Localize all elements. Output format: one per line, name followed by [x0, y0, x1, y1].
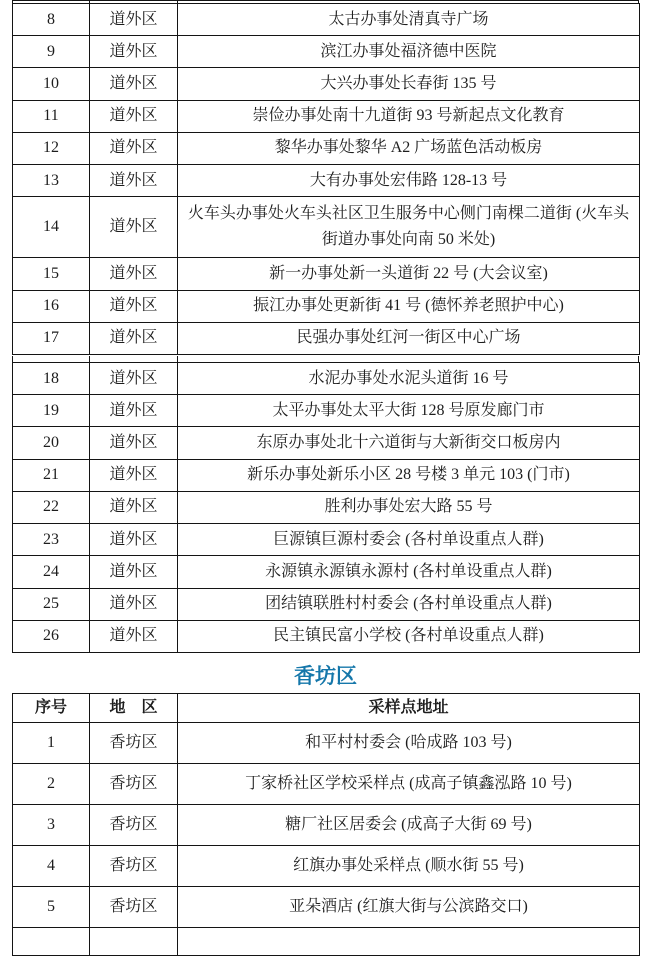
table-row [13, 36, 640, 68]
address-cell: 滨江办事处福济德中医院 [178, 36, 640, 68]
district-cell: 道外区 [90, 459, 178, 491]
district-cell [90, 927, 178, 955]
table-row [13, 68, 640, 100]
address-cell: 亚朵酒店 (红旗大街与公滨路交口) [178, 886, 640, 927]
table-row [13, 427, 640, 459]
table-row [13, 491, 640, 523]
daowai-table-segment-b [12, 362, 640, 653]
address-cell [178, 927, 640, 955]
header-no: 序号 [13, 694, 90, 723]
district-cell: 道外区 [90, 290, 178, 322]
row-number-cell: 13 [13, 165, 90, 197]
row-number-cell: 24 [13, 556, 90, 588]
row-number-cell [13, 927, 90, 955]
address-cell: 大有办事处宏伟路 128-13 号 [178, 165, 640, 197]
district-cell: 香坊区 [90, 723, 178, 764]
district-cell: 道外区 [90, 491, 178, 523]
row-number-cell: 3 [13, 804, 90, 845]
table-row [13, 588, 640, 620]
row-number-cell: 10 [13, 68, 90, 100]
address-cell: 太平办事处太平大街 128 号原发廊门市 [178, 395, 640, 427]
district-cell: 道外区 [90, 100, 178, 132]
row-number-cell: 11 [13, 100, 90, 132]
row-number-cell: 4 [13, 845, 90, 886]
row-number-cell: 5 [13, 886, 90, 927]
district-cell: 道外区 [90, 363, 178, 395]
district-cell: 道外区 [90, 588, 178, 620]
district-cell: 道外区 [90, 524, 178, 556]
row-number-cell: 17 [13, 322, 90, 354]
district-cell: 道外区 [90, 197, 178, 258]
row-number-cell: 21 [13, 459, 90, 491]
table-row [13, 100, 640, 132]
address-cell: 巨源镇巨源村委会 (各村单设重点人群) [178, 524, 640, 556]
address-cell: 振江办事处更新街 41 号 (德怀养老照护中心) [178, 290, 640, 322]
table-row [13, 322, 640, 354]
address-cell: 火车头办事处火车头社区卫生服务中心侧门南棵二道街 (火车头街道办事处向南 50 米处) [178, 197, 640, 258]
address-cell: 红旗办事处采样点 (顺水街 55 号) [178, 845, 640, 886]
table-row [13, 723, 640, 764]
table-row [13, 886, 640, 927]
row-number-cell: 19 [13, 395, 90, 427]
district-cell: 香坊区 [90, 763, 178, 804]
address-cell: 永源镇永源镇永源村 (各村单设重点人群) [178, 556, 640, 588]
header-district: 地 区 [90, 694, 178, 723]
district-cell: 道外区 [90, 427, 178, 459]
row-number-cell: 2 [13, 763, 90, 804]
address-cell: 和平村村委会 (哈成路 103 号) [178, 723, 640, 764]
table-row [13, 845, 640, 886]
table-row [13, 290, 640, 322]
table-row [13, 556, 640, 588]
xiangfang-table [12, 693, 640, 956]
row-number-cell: 16 [13, 290, 90, 322]
row-number-cell: 12 [13, 132, 90, 164]
address-cell: 丁家桥社区学校采样点 (成高子镇鑫泓路 10 号) [178, 763, 640, 804]
table-row [13, 258, 640, 290]
partial-row-clipped [13, 927, 640, 955]
row-number-cell: 1 [13, 723, 90, 764]
row-number-cell: 20 [13, 427, 90, 459]
table-row [13, 459, 640, 491]
address-cell: 民强办事处红河一街区中心广场 [178, 322, 640, 354]
district-cell: 道外区 [90, 258, 178, 290]
table-border-line [12, 0, 639, 1]
address-cell: 黎华办事处黎华 A2 广场蓝色活动板房 [178, 132, 640, 164]
district-cell: 香坊区 [90, 886, 178, 927]
row-number-cell: 25 [13, 588, 90, 620]
district-cell: 道外区 [90, 132, 178, 164]
address-cell: 新乐办事处新乐小区 28 号楼 3 单元 103 (门市) [178, 459, 640, 491]
district-cell: 道外区 [90, 620, 178, 652]
section-title-xiangfang: 香坊区 [294, 665, 357, 688]
table-row [13, 132, 640, 164]
table-row [13, 804, 640, 845]
table-row [13, 763, 640, 804]
address-cell: 崇俭办事处南十九道街 93 号新起点文化教育 [178, 100, 640, 132]
address-cell: 水泥办事处水泥头道街 16 号 [178, 363, 640, 395]
table-row [13, 197, 640, 258]
address-cell: 新一办事处新一头道街 22 号 (大会议室) [178, 258, 640, 290]
table-row [13, 524, 640, 556]
row-number-cell: 22 [13, 491, 90, 523]
row-number-cell: 26 [13, 620, 90, 652]
district-cell: 道外区 [90, 68, 178, 100]
district-cell: 道外区 [90, 322, 178, 354]
table-header-row [13, 694, 640, 723]
row-number-cell: 15 [13, 258, 90, 290]
row-number-cell: 14 [13, 197, 90, 258]
table-row [13, 395, 640, 427]
row-number-cell: 8 [13, 4, 90, 36]
table-row [13, 620, 640, 652]
address-cell: 东原办事处北十六道街与大新街交口板房内 [178, 427, 640, 459]
district-cell: 道外区 [90, 4, 178, 36]
daowai-table-segment-a [12, 3, 640, 355]
district-cell: 道外区 [90, 165, 178, 197]
address-cell: 胜利办事处宏大路 55 号 [178, 491, 640, 523]
district-cell: 道外区 [90, 36, 178, 68]
district-cell: 香坊区 [90, 845, 178, 886]
row-number-cell: 18 [13, 363, 90, 395]
table-row [13, 165, 640, 197]
district-cell: 道外区 [90, 556, 178, 588]
table-row [13, 363, 640, 395]
address-cell: 太古办事处清真寺广场 [178, 4, 640, 36]
address-cell: 大兴办事处长春街 135 号 [178, 68, 640, 100]
district-cell: 道外区 [90, 395, 178, 427]
table-row [13, 4, 640, 36]
address-cell: 糖厂社区居委会 (成高子大街 69 号) [178, 804, 640, 845]
address-cell: 民主镇民富小学校 (各村单设重点人群) [178, 620, 640, 652]
row-number-cell: 9 [13, 36, 90, 68]
address-cell: 团结镇联胜村村委会 (各村单设重点人群) [178, 588, 640, 620]
header-address: 采样点地址 [178, 694, 640, 723]
row-number-cell: 23 [13, 524, 90, 556]
district-cell: 香坊区 [90, 804, 178, 845]
